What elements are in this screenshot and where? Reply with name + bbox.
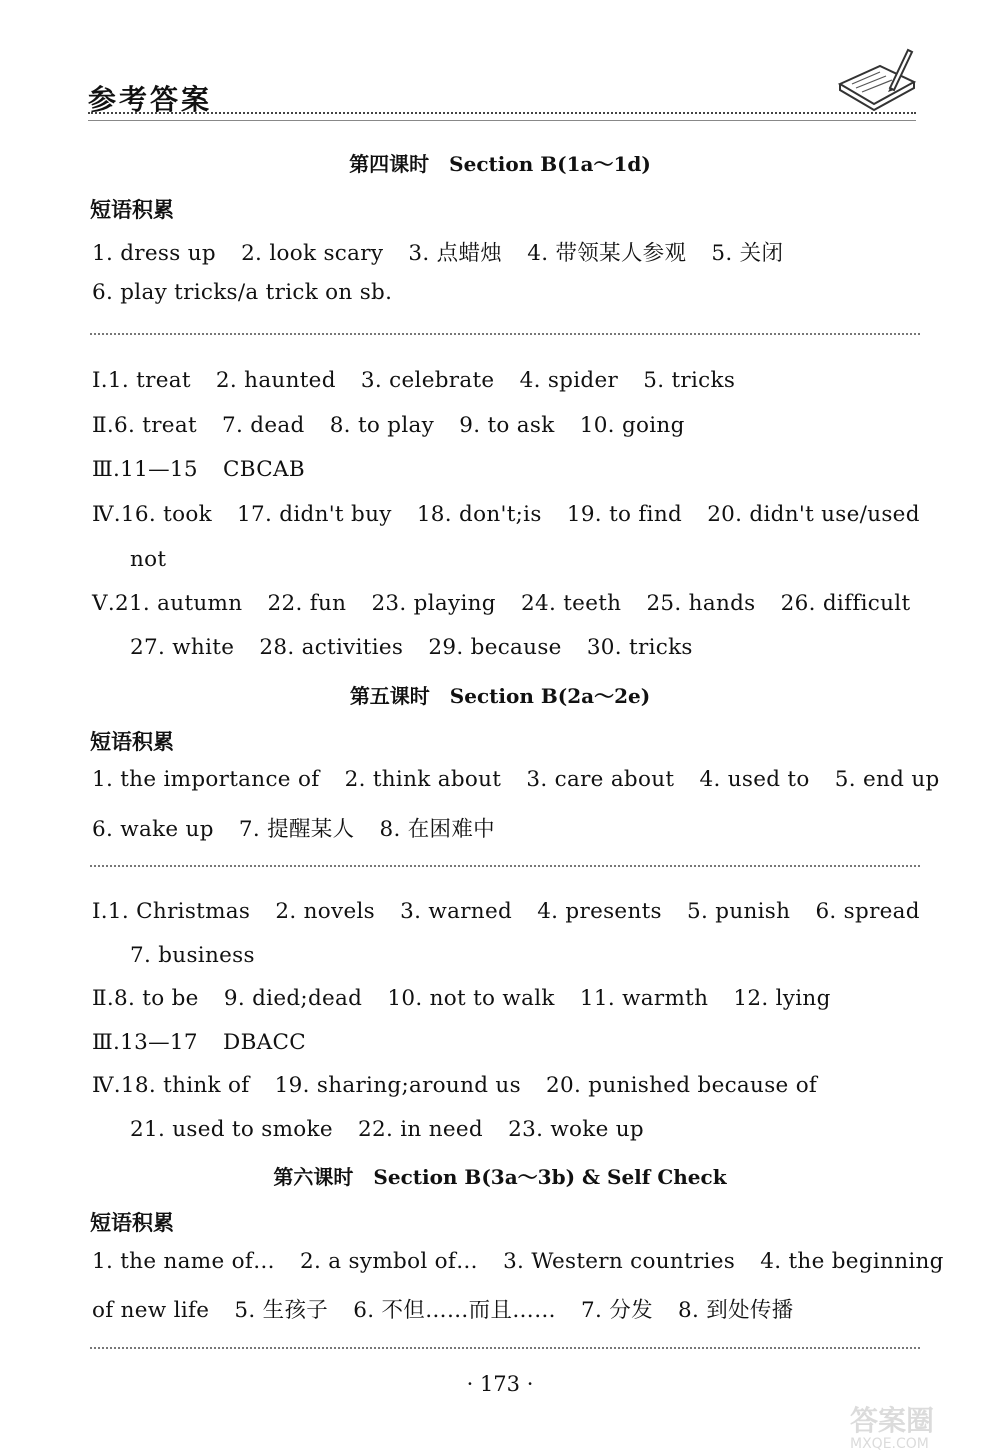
phrase-heading: 短语积累 (90, 197, 174, 222)
answer-item: 4. the beginning (760, 1249, 944, 1274)
answer-item: 3. Western countries (503, 1249, 736, 1274)
answer-item: 20. didn't use/used (707, 502, 920, 527)
section-title: 第五课时 Section B(2a～2e) (349, 684, 651, 708)
answer-line (92, 280, 410, 305)
answer-line (92, 368, 753, 393)
answer-item: 30. tricks (586, 635, 693, 660)
answer-line (92, 1293, 811, 1324)
answer-item: 5. punish (687, 899, 791, 924)
answer-item: 10. not to walk (387, 986, 555, 1011)
answer-item: 9. died;dead (223, 986, 363, 1011)
answer-line (92, 591, 928, 616)
answer-line (92, 1030, 324, 1055)
answer-item: Ⅲ.13—17 (92, 1030, 198, 1055)
answer-item: 2. novels (275, 899, 376, 924)
answer-line (92, 413, 703, 438)
answer-item: Ⅰ.1. treat (92, 368, 191, 393)
answer-item: 1. the name of… (92, 1249, 275, 1274)
answer-item: 2. a symbol of… (300, 1249, 478, 1274)
phrase-heading: 短语积累 (90, 729, 174, 754)
answer-item: 22. in need (358, 1117, 483, 1142)
answer-line (92, 502, 938, 527)
answer-item: 4. presents (537, 899, 662, 924)
answer-item: 4. 带领某人参观 (527, 241, 687, 266)
answer-line (130, 635, 711, 660)
answer-item: CBCAB (223, 457, 305, 482)
answer-item: 3. care about (526, 767, 675, 792)
answer-line (92, 457, 323, 482)
answer-item: 3. 点蜡烛 (408, 241, 503, 266)
answer-item: Ⅱ.8. to be (92, 986, 199, 1011)
answer-item: 5. end up (834, 767, 940, 792)
answer-line (130, 1117, 662, 1142)
answer-line: 7. business (130, 943, 255, 968)
answer-item: 9. to ask (459, 413, 555, 438)
answer-line (92, 236, 801, 267)
answer-item: 22. fun (267, 591, 347, 616)
answer-line (92, 767, 958, 792)
answer-item: 8. 到处传播 (678, 1298, 794, 1323)
answer-item: 3. warned (400, 899, 513, 924)
answer-item: 12. lying (733, 986, 831, 1011)
answer-item: 5. 生孩子 (234, 1298, 329, 1323)
answer-item: of new life (92, 1298, 210, 1323)
answer-line (92, 986, 849, 1011)
answer-item: 1. the importance of (92, 767, 320, 792)
answer-item: 6. 不但……而且…… (353, 1298, 556, 1323)
answer-item: 17. didn't buy (237, 502, 392, 527)
answer-item: 20. punished because of (546, 1073, 818, 1098)
phrase-heading: 短语积累 (90, 1210, 174, 1235)
section-title: 第四课时 Section B(1a～1d) (349, 152, 651, 176)
answer-item: 23. woke up (508, 1117, 644, 1142)
answer-item: 2. haunted (215, 368, 336, 393)
answer-line (92, 899, 938, 924)
answer-item: 25. hands (646, 591, 756, 616)
answer-item: Ⅲ.11—15 (92, 457, 198, 482)
dotted-divider (90, 1347, 920, 1349)
answer-item: 5. 关闭 (711, 241, 784, 266)
answer-item: 7. dead (222, 413, 305, 438)
answer-item: 19. to find (566, 502, 683, 527)
answer-line (92, 812, 513, 843)
header-title: 参考答案 (88, 83, 213, 116)
answer-item: 23. playing (371, 591, 496, 616)
answer-item: 7. 提醒某人 (238, 817, 355, 842)
answer-item: 3. celebrate (360, 368, 495, 393)
answer-item: 7. 分发 (581, 1298, 653, 1323)
dotted-divider (90, 865, 920, 867)
answer-item: Ⅴ.21. autumn (92, 591, 243, 616)
answer-item: 4. used to (699, 767, 810, 792)
answer-item: Ⅳ.18. think of (92, 1073, 250, 1098)
header-rule (88, 120, 916, 121)
answer-item: 19. sharing;around us (274, 1073, 521, 1098)
answer-item: 6. spread (815, 899, 920, 924)
answer-item: Ⅰ.1. Christmas (92, 899, 251, 924)
answer-item: 5. tricks (643, 368, 736, 393)
answer-item: Ⅱ.6. treat (92, 413, 197, 438)
answer-item: 1. dress up (92, 241, 216, 266)
answer-item: 4. spider (519, 368, 619, 393)
notebook-pen-icon (832, 44, 922, 116)
answer-item: 24. teeth (521, 591, 622, 616)
watermark-text: 答案圈 (850, 1404, 935, 1437)
answer-item: 11. warmth (579, 986, 709, 1011)
answer-item: 2. think about (344, 767, 502, 792)
answer-item: 28. activities (259, 635, 404, 660)
dotted-divider (90, 333, 920, 335)
answer-line: not (130, 547, 167, 572)
answer-item: 21. used to smoke (130, 1117, 333, 1142)
answer-item: 18. don't;is (416, 502, 542, 527)
answer-line (92, 1249, 962, 1274)
answer-line (92, 1073, 835, 1098)
answer-item: 10. going (579, 413, 685, 438)
answer-item: Ⅳ.16. took (92, 502, 212, 527)
answer-item: 27. white (130, 635, 235, 660)
header-dotted-rule (88, 112, 916, 114)
page-number: · 173 · (466, 1372, 534, 1396)
answer-item: 6. wake up (92, 817, 214, 842)
watermark-subtext: MXQE.COM (850, 1436, 929, 1452)
answer-item: 6. play tricks/a trick on sb. (92, 280, 393, 305)
answer-item: 26. difficult (780, 591, 911, 616)
answer-item: DBACC (223, 1030, 306, 1055)
answer-item: 8. 在困难中 (379, 817, 495, 842)
section-title: 第六课时 Section B(3a～3b) & Self Check (273, 1165, 727, 1189)
watermark-logo (842, 1398, 992, 1452)
answer-item: 2. look scary (241, 241, 384, 266)
answer-item: 8. to play (329, 413, 435, 438)
answer-item: 29. because (428, 635, 562, 660)
